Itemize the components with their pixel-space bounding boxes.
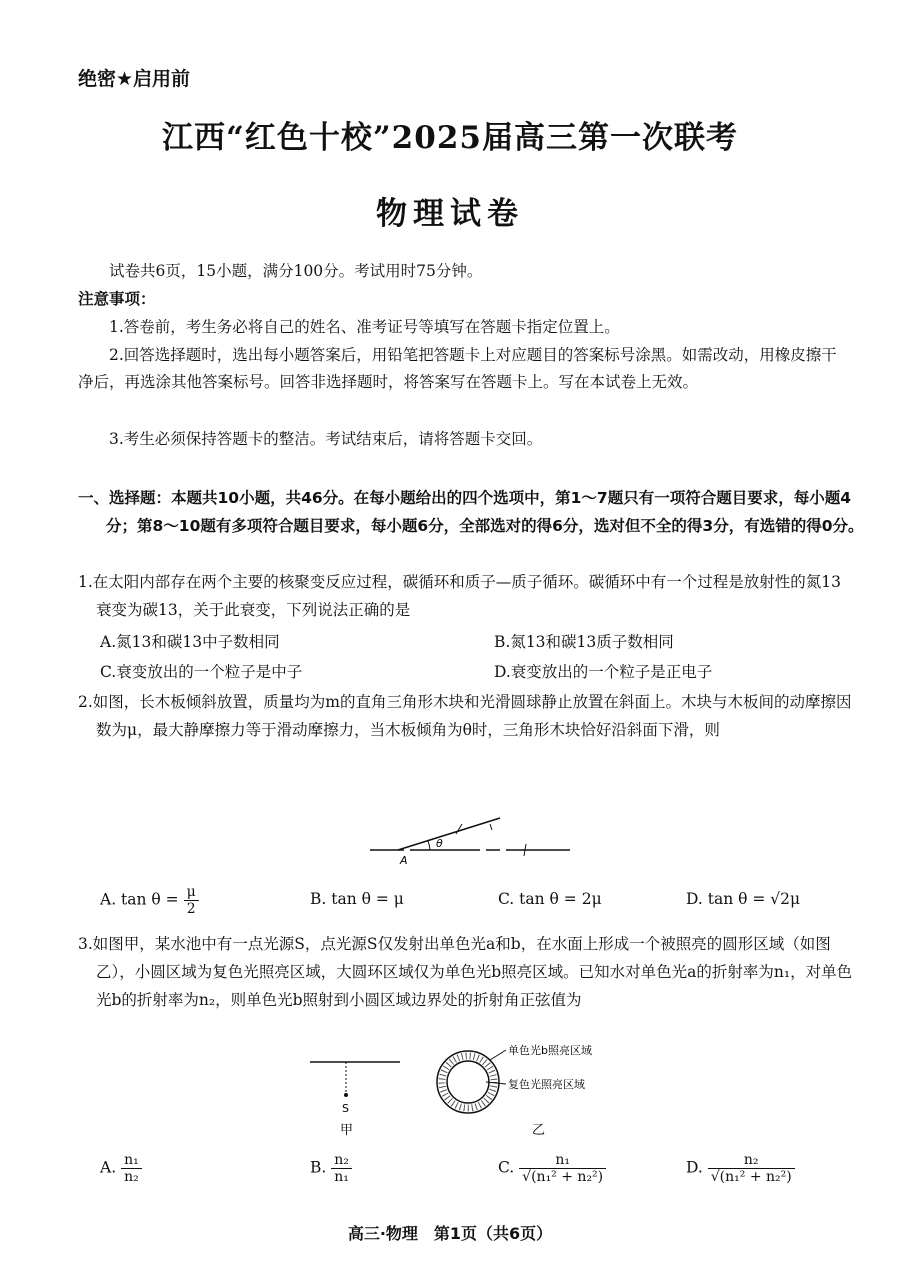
- q3-option-c-numerator: n₁: [519, 1152, 606, 1169]
- figure-yi-label: 乙: [532, 1123, 546, 1138]
- exam-summary: 试卷共6页，15小题，满分100分。考试用时75分钟。: [109, 262, 483, 280]
- point-a-label: A: [400, 854, 408, 867]
- inner-circle: [447, 1061, 489, 1103]
- q3-option-c: [498, 1152, 606, 1185]
- q3-option-b-label: B.: [310, 1158, 327, 1177]
- source-s-label: S: [342, 1102, 349, 1115]
- q1-option-b: B.氮13和碳13质子数相同: [494, 633, 674, 651]
- q3-option-a-numerator: n₁: [121, 1152, 142, 1169]
- incline-board: [398, 818, 500, 850]
- outer-pointer: [490, 1050, 506, 1060]
- q3-option-d-fraction: [708, 1152, 795, 1185]
- q3-option-a-denominator: n₂: [124, 1169, 139, 1185]
- confidential-mark: 绝密★启用前: [78, 68, 191, 90]
- q3-option-b-denominator: n₁: [334, 1169, 349, 1185]
- angle-arc: [428, 841, 430, 850]
- q3-option-a-label: A.: [100, 1158, 117, 1177]
- q2-option-b: B. tan θ = μ: [310, 890, 404, 908]
- subject-title: 物理试卷: [376, 196, 524, 232]
- ball-mark: [490, 824, 492, 830]
- q1-option-a: A.氮13和碳13中子数相同: [100, 633, 280, 651]
- outer-region-label: 单色光b照亮区域: [508, 1044, 592, 1057]
- inner-region-label: 复色光照亮区域: [508, 1078, 585, 1091]
- q2-option-a-numerator: μ: [184, 884, 199, 901]
- exam-title: 江西“红色十校”2025届高三第一次联考: [162, 120, 738, 156]
- q3-figures: [300, 1040, 630, 1140]
- q3-option-b-numerator: n₂: [331, 1152, 352, 1169]
- notice-item-3: 3.考生必须保持答题卡的整洁。考试结束后，请将答题卡交回。: [109, 430, 543, 448]
- q2-option-a-prefix: A. tan θ =: [100, 890, 179, 909]
- q3-option-b-fraction: [331, 1152, 352, 1185]
- section-heading: 一、选择题：本题共10小题，共46分。在每小题给出的四个选项中，第1～7题只有一项符合题目要求，每小题4分；第8～10题有多项符合题目要求，每小题6分，全部选对的得6分，选对但不全的得3分，有选错的得0分。: [78, 489, 864, 535]
- q1-stem: 1.在太阳内部存在两个主要的核聚变反应过程，碳循环和质子—质子循环。碳循环中有一个过程是放射性的氮13衰变为碳13，关于此衰变，下列说法正确的是: [78, 573, 842, 619]
- q2-option-d: D. tan θ = √2μ: [686, 890, 801, 908]
- q2-stem: 2.如图，长木板倾斜放置，质量均为m的直角三角形木块和光滑圆球静止放置在斜面上。木块与木板间的动摩擦因数为μ，最大静摩擦力等于滑动摩擦力，当木板倾角为θ时，三角形木块恰好沿斜面下滑，则: [78, 693, 852, 739]
- q2-incline-figure: [370, 812, 580, 868]
- notice-title: 注意事项：: [78, 290, 156, 308]
- q2-option-c: C. tan θ = 2μ: [498, 890, 602, 908]
- q3-option-a-fraction: [121, 1152, 142, 1185]
- q2-option-a-denominator: 2: [186, 901, 196, 917]
- q1-option-d: D.衰变放出的一个粒子是正电子: [494, 663, 713, 681]
- point-source: [344, 1093, 348, 1097]
- page-footer: 高三·物理 第1页（共6页）: [347, 1224, 553, 1243]
- q3-option-a: [100, 1152, 142, 1185]
- q3-option-d: [686, 1152, 795, 1185]
- q3-option-c-label: C.: [498, 1158, 515, 1177]
- q3-option-c-denominator: √(n₁² + n₂²): [522, 1169, 604, 1185]
- q3-option-d-numerator: n₂: [708, 1152, 795, 1169]
- theta-label: θ: [436, 837, 443, 850]
- figure-jia-label: 甲: [340, 1123, 354, 1138]
- q1-option-c: C.衰变放出的一个粒子是中子: [100, 663, 303, 681]
- notice-item-2: 2.回答选择题时，选出每小题答案后，用铅笔把答题卡上对应题目的答案标号涂黑。如需改动，用橡皮擦干净后，再选涂其他答案标号。回答非选择题时，将答案写在答题卡上。写在本试卷上无效。: [78, 346, 837, 391]
- q2-option-a-fraction: [184, 884, 199, 917]
- q3-option-d-label: D.: [686, 1158, 703, 1177]
- q3-stem: 3.如图甲，某水池中有一点光源S，点光源S仅发射出单色光a和b，在水面上形成一个被照亮的圆形区域（如图乙），小圆区域为复色光照亮区域，大圆环区域仅为单色光b照亮区域。已知水对单色光a的折射率为n₁，对单色光b的折射率为n₂，则单色光b照射到小圆区域边界处的折射角正弦值为: [78, 935, 853, 1009]
- block-mark: [456, 824, 462, 834]
- notice-item-1: 1.答卷前，考生务必将自己的姓名、准考证号等填写在答题卡指定位置上。: [109, 318, 620, 336]
- q3-option-d-denominator: √(n₁² + n₂²): [710, 1169, 792, 1185]
- q3-option-c-fraction: [519, 1152, 606, 1185]
- q3-option-b: [310, 1152, 352, 1185]
- q2-option-a: [100, 884, 199, 917]
